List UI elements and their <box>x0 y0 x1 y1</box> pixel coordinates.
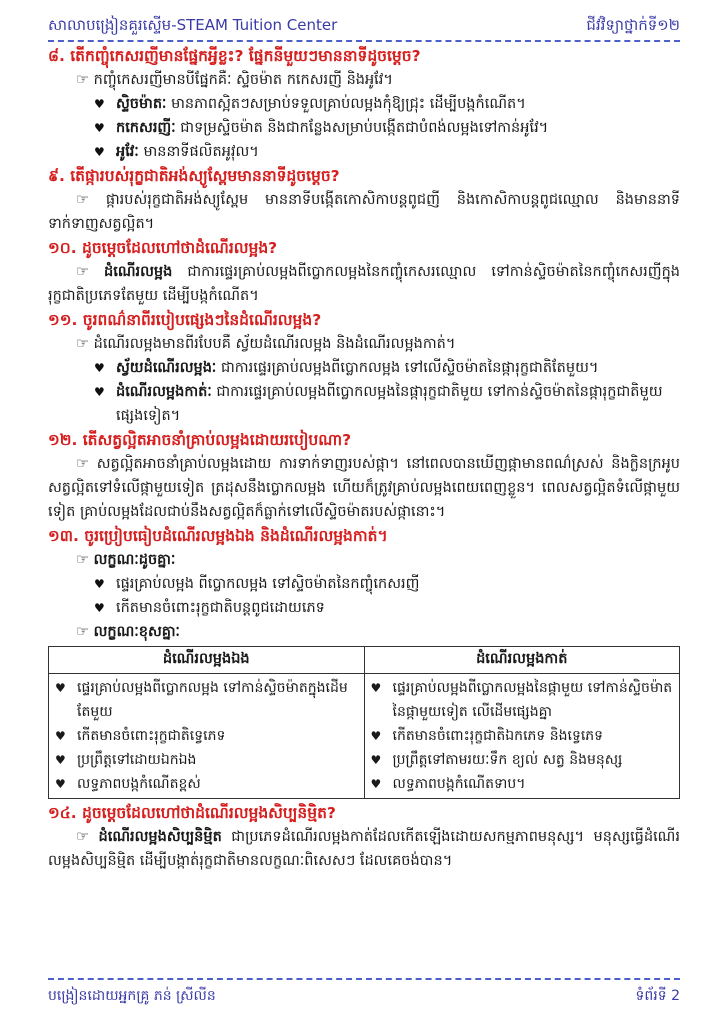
list-item: ♥ កើតមានចំពោះរុក្ខជាតិឯកភេទ និងទ្វេភេទ <box>369 724 674 748</box>
list-item: ♥ លទ្ធភាពបង្កកំណើតទាប។ <box>369 772 674 796</box>
table-row <box>49 674 680 799</box>
question-8-title: ៨. តើកញ្ចុំកេសរញីមានផ្នែកអ្វីខ្លះ? ផ្នែកនីមួយៗមាននាទីដូចម្ដេច? <box>48 47 421 65</box>
list-item: ♥ ផ្ទេរគ្រាប់លម្អងពីប្លោកលម្អងនៃផ្កាមួយ ទៅកាន់ស្ទិចម៉ាតនៃផ្កាមួយទៀត លើដើមផ្សេងគ្នា <box>369 676 674 724</box>
question-10-title: ១០. ដូចម្ដេចដែលហៅថាដំណើរលម្អង? <box>48 239 278 257</box>
question-14-title: ១៤. ដូចម្ដេចដែលហៅថាដំណើរលម្អងសិប្បនិម្មិត? <box>48 804 336 822</box>
list-item: ♥ ស្ទិចម៉ាតៈ មានភាពស្អិតៗសម្រាប់ទទួលគ្រាប់លម្អងកុំឱ្យជ្រុះ ដើម្បីបង្កកំណើត។ <box>94 92 680 116</box>
question-9-answer: ☞ ផ្ការបស់រុក្ខជាតិអង់ស្យូស្ពែម មាននាទីបង្កើតកោសិកាបន្តពូជញី និងកោសិកាបន្តពូជឈ្មោល និងមាននាទីទាក់ទាញសត្វល្អិត។ <box>48 192 680 232</box>
question-13-title: ១៣. ចូរប្រៀបធៀបដំណើរលម្អងឯង និងដំណើរលម្អងកាត់។ <box>48 527 388 545</box>
table-cell-self <box>49 674 365 799</box>
pointing-hand-icon: ☞ <box>76 552 89 568</box>
footer-divider <box>48 978 680 980</box>
comparison-table <box>48 646 680 799</box>
question-12-title: ១២. តើសត្វល្អិតអាចនាំគ្រាប់លម្អងដោយរបៀបណា? <box>48 431 352 449</box>
heart-bullet-icon: ♥ <box>94 97 105 111</box>
question-10-answer: ☞ ដំណើរលម្អង ជាការផ្ទេរគ្រាប់លម្អងពីប្លោកលម្អងនៃកញ្ចុំកេសរឈ្មោល ទៅកាន់ស្ទិចម៉ាតនៃកញ្ចុំកេសរញីក្នុងរុក្ខជាតិប្រភេទតែមួយ ដើម្បីបង្កកំណើត។ <box>48 264 680 304</box>
list-item: ♥ កើតមានចំពោះរុក្ខជាតិទ្វេភេទ <box>53 724 358 748</box>
table-header-cross-pollination: ដំណើរលម្អងកាត់ <box>364 647 680 674</box>
question-13-same-label: ☞ លក្ខណៈដូចគ្នាៈ <box>76 552 176 568</box>
pointing-hand-icon: ☞ <box>76 264 89 280</box>
list-item: ♥ ផ្ទេរគ្រាប់លម្អង ពីប្លោកលម្អង ទៅស្ទិចម៉ាតនៃកញ្ចុំកេសរញី <box>94 572 680 596</box>
list-item: ♥ ប្រព្រឹត្តទៅតាមរយៈទឹក ខ្យល់ សត្វ និងមនុស្ស <box>369 748 674 772</box>
list-item: ♥ ផ្ទេរគ្រាប់លម្អងពីប្លោកលម្អង ទៅកាន់ស្ទិចម៉ាតក្នុងដើមតែមួយ <box>53 676 358 724</box>
question-11-title: ១១. ចូរពណ៌នាពីរបៀបផ្សេងៗនៃដំណើរលម្អង? <box>48 311 322 329</box>
question-9-title: ៩. តើផ្ការបស់រុក្ខជាតិអង់ស្យូស្ពែមមាននាទីដូចម្ដេច? <box>48 167 340 185</box>
heart-bullet-icon: ♥ <box>94 601 105 615</box>
pointing-hand-icon: ☞ <box>76 192 89 208</box>
heart-bullet-icon: ♥ <box>370 777 382 791</box>
heart-bullet-icon: ♥ <box>94 121 105 135</box>
list-item: ♥ លទ្ធភាពបង្កកំណើតខ្ពស់ <box>53 772 358 796</box>
page-content <box>48 44 680 873</box>
table-header-row <box>49 647 680 674</box>
list-item: ♥ កកេសរញីៈ ជាទម្រស្ទិចម៉ាត និងជាកន្លែងសម្រាប់បង្កើតជាបំពង់លម្អងទៅកាន់អូវែ។ <box>94 116 680 140</box>
heart-bullet-icon: ♥ <box>94 145 105 159</box>
heart-bullet-icon: ♥ <box>55 777 66 791</box>
question-11-list <box>48 356 680 428</box>
page-header <box>48 14 680 40</box>
heart-bullet-icon: ♥ <box>94 385 105 399</box>
pointing-hand-icon: ☞ <box>76 456 89 472</box>
list-item: ♥ ស្វ័យដំណើរលម្អងៈ ជាការផ្ទេរគ្រាប់លម្អងពីប្លោកលម្អង ទៅលើស្ទិចម៉ាតនៃផ្ការុក្ខជាតិតែមួយ។ <box>94 356 680 380</box>
pointing-hand-icon: ☞ <box>76 336 89 352</box>
table-header-self-pollination: ដំណើរលម្អងឯង <box>49 647 365 674</box>
question-13-same-list <box>48 572 680 620</box>
footer-teacher: បង្រៀនដោយអ្នកគ្រូ ភន់ ស្រីលីន <box>48 988 216 1004</box>
heart-bullet-icon: ♥ <box>370 681 382 695</box>
heart-bullet-icon: ♥ <box>55 729 66 743</box>
heart-bullet-icon: ♥ <box>55 753 66 767</box>
pointing-hand-icon: ☞ <box>76 829 89 845</box>
header-divider <box>48 40 680 42</box>
question-14-answer: ☞ ដំណើរលម្អងសិប្បនិម្មិត ជាប្រភេទដំណើរលម្អងកាត់ដែលកើតឡើងដោយសកម្មភាពមនុស្ស។ មនុស្សធ្វើដំណើរលម្អងសិប្បនិម្មិត ដើម្បីបង្កាត់រុក្ខជាតិមានលក្ខណៈពិសេសៗ ដែលគេចង់បាន។ <box>48 829 680 869</box>
question-13-diff-label: ☞ លក្ខណៈខុសគ្នាៈ <box>76 624 180 640</box>
page-footer <box>48 978 680 1008</box>
question-8-intro: ☞ កញ្ចុំកេសរញីមានបីផ្នែកគឺៈ ស្ទិចម៉ាត កកេសរញី និងអូវែ។ <box>76 72 393 88</box>
list-item: ♥ កើតមានចំពោះរុក្ខជាតិបន្តពូជដោយភេទ <box>94 596 680 620</box>
pointing-hand-icon: ☞ <box>76 624 89 640</box>
header-subject: ជីវវិទ្យាថ្នាក់ទី១២ <box>586 16 680 34</box>
pointing-hand-icon: ☞ <box>76 72 89 88</box>
heart-bullet-icon: ♥ <box>94 361 105 375</box>
list-item: ♥ អូវែៈ មាននាទីផលិតអូវុល។ <box>94 140 680 164</box>
table-cell-cross <box>364 674 680 799</box>
question-11-intro: ☞ ដំណើរលម្អងមានពីរបែបគឺ ស្វ័យដំណើរលម្អង និងដំណើរលម្អងកាត់។ <box>76 336 456 352</box>
heart-bullet-icon: ♥ <box>370 729 382 743</box>
footer-page-number: ទំព័រទី 2 <box>635 988 680 1004</box>
question-8-list <box>48 92 680 164</box>
heart-bullet-icon: ♥ <box>94 577 105 591</box>
list-item: ♥ ដំណើរលម្អងកាត់ៈ ជាការផ្ទេរគ្រាប់លម្អងពីប្លោកលម្អងនៃផ្ការុក្ខជាតិមួយ ទៅកាន់ស្ទិចម៉ាតនៃផ្ការុក្ខជាតិមួយផ្សេងទៀត។ <box>94 380 680 428</box>
heart-bullet-icon: ♥ <box>55 681 66 695</box>
header-school-name: សាលាបង្រៀនគួរស្ទើម-STEAM Tuition Center <box>48 16 338 34</box>
heart-bullet-icon: ♥ <box>370 753 382 767</box>
question-12-answer: ☞ សត្វល្អិតអាចនាំគ្រាប់លម្អងដោយ ការទាក់ទាញរបស់ផ្កា។ នៅពេលបានឃើញផ្កាមានពណ៌ស្រស់ និងក្លិនក្រអូប សត្វល្អិតទៅទំលើផ្កាមួយទៀត ត្រដុសនឹងប្លោកលម្អង ហើយក៏ត្រូវគ្រាប់លម្អងពេយពេញខ្លួន។ ពេលសត្វល្អិតទំលើផ្កាមួយទៀត គ្រាប់លម្អងដែលជាប់នឹងសត្វល្អិតក៏ធ្លាក់ទៅលើស្ទិចម៉ាតរបស់ផ្កានោះ។ <box>48 456 680 520</box>
list-item: ♥ ប្រព្រឹត្តទៅដោយឯកឯង <box>53 748 358 772</box>
